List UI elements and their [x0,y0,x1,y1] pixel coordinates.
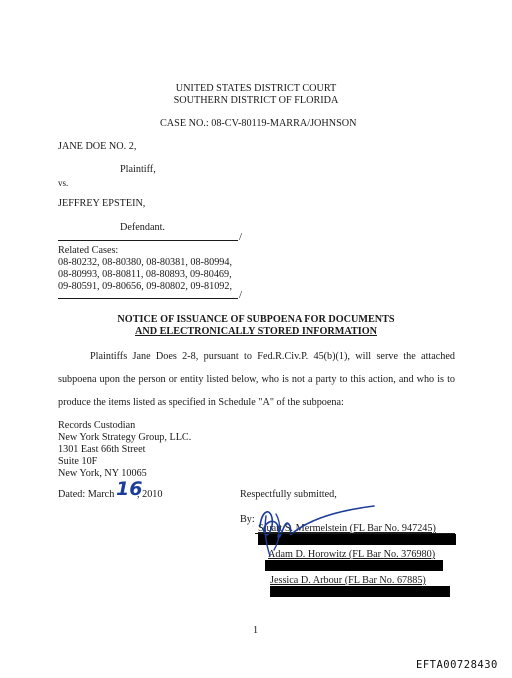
signature-rule [255,533,455,534]
respectfully-submitted: Respectfully submitted, [240,489,337,500]
related-cases-line: 08-80232, 08-80380, 08-80381, 08-80994, [58,257,233,268]
court-name: UNITED STATES DISTRICT COURT [175,83,337,94]
notice-body-line: produce the items listed as specified in Schedule "A" of the subpoena: [58,397,344,408]
redaction-bar [265,560,443,571]
versus-label: vs. [58,178,69,188]
notice-title: NOTICE OF ISSUANCE OF SUBPOENA FOR DOCUMENTS [117,314,395,325]
caption-slash: / [239,231,243,243]
dated-label: Dated: March [58,489,115,500]
dated-handwritten-day: 16 [116,478,143,500]
recipient-line: Suite 10F [58,456,98,467]
related-cases-line: 08-80993, 08-80811, 08-80893, 09-80469, [58,269,232,280]
attorney-line: Adam D. Horowitz (FL Bar No. 376980) [268,549,436,560]
handwritten-signature [252,496,377,560]
attorney-line: Stuart S. Mermelstein (FL Bar No. 947245) [258,523,436,534]
caption-rule [58,240,238,241]
attorney-line: Jessica D. Arbour (FL Bar No. 67885) [270,575,426,586]
recipient-line: 1301 East 66th Street [58,444,146,455]
notice-subtitle: AND ELECTRONICALLY STORED INFORMATION [135,326,377,337]
defendant-role: Defendant. [120,222,165,233]
case-number: CASE NO.: 08-CV-80119-MARRA/JOHNSON [160,118,357,129]
defendant-name: JEFFREY EPSTEIN, [58,198,146,209]
recipient-line: Records Custodian [58,420,136,431]
recipient-line: New York, NY 10065 [58,468,147,479]
redaction-bar [270,586,450,597]
related-slash: / [239,289,243,301]
plaintiff-role: Plaintiff, [120,164,156,175]
bates-number: EFTA00728430 [416,659,498,671]
notice-body-line: subpoena upon the person or entity listed below, who is not a party to this action, and who is to [58,374,455,385]
related-rule [58,298,238,299]
by-label: By: [240,514,255,525]
page-number: 1 [253,625,259,636]
recipient-line: New York Strategy Group, LLC. [58,432,192,443]
related-cases-label: Related Cases: [58,245,119,256]
notice-body-line: Plaintiffs Jane Does 2-8, pursuant to Fed.R.Civ.P. 45(b)(1), will serve the attached [90,351,455,362]
court-district: SOUTHERN DISTRICT OF FLORIDA [173,95,339,106]
dated-year: , 2010 [137,489,163,500]
plaintiff-name: JANE DOE NO. 2, [58,141,137,152]
related-cases-line: 09-80591, 09-80656, 09-80802, 09-81092, [58,281,233,292]
